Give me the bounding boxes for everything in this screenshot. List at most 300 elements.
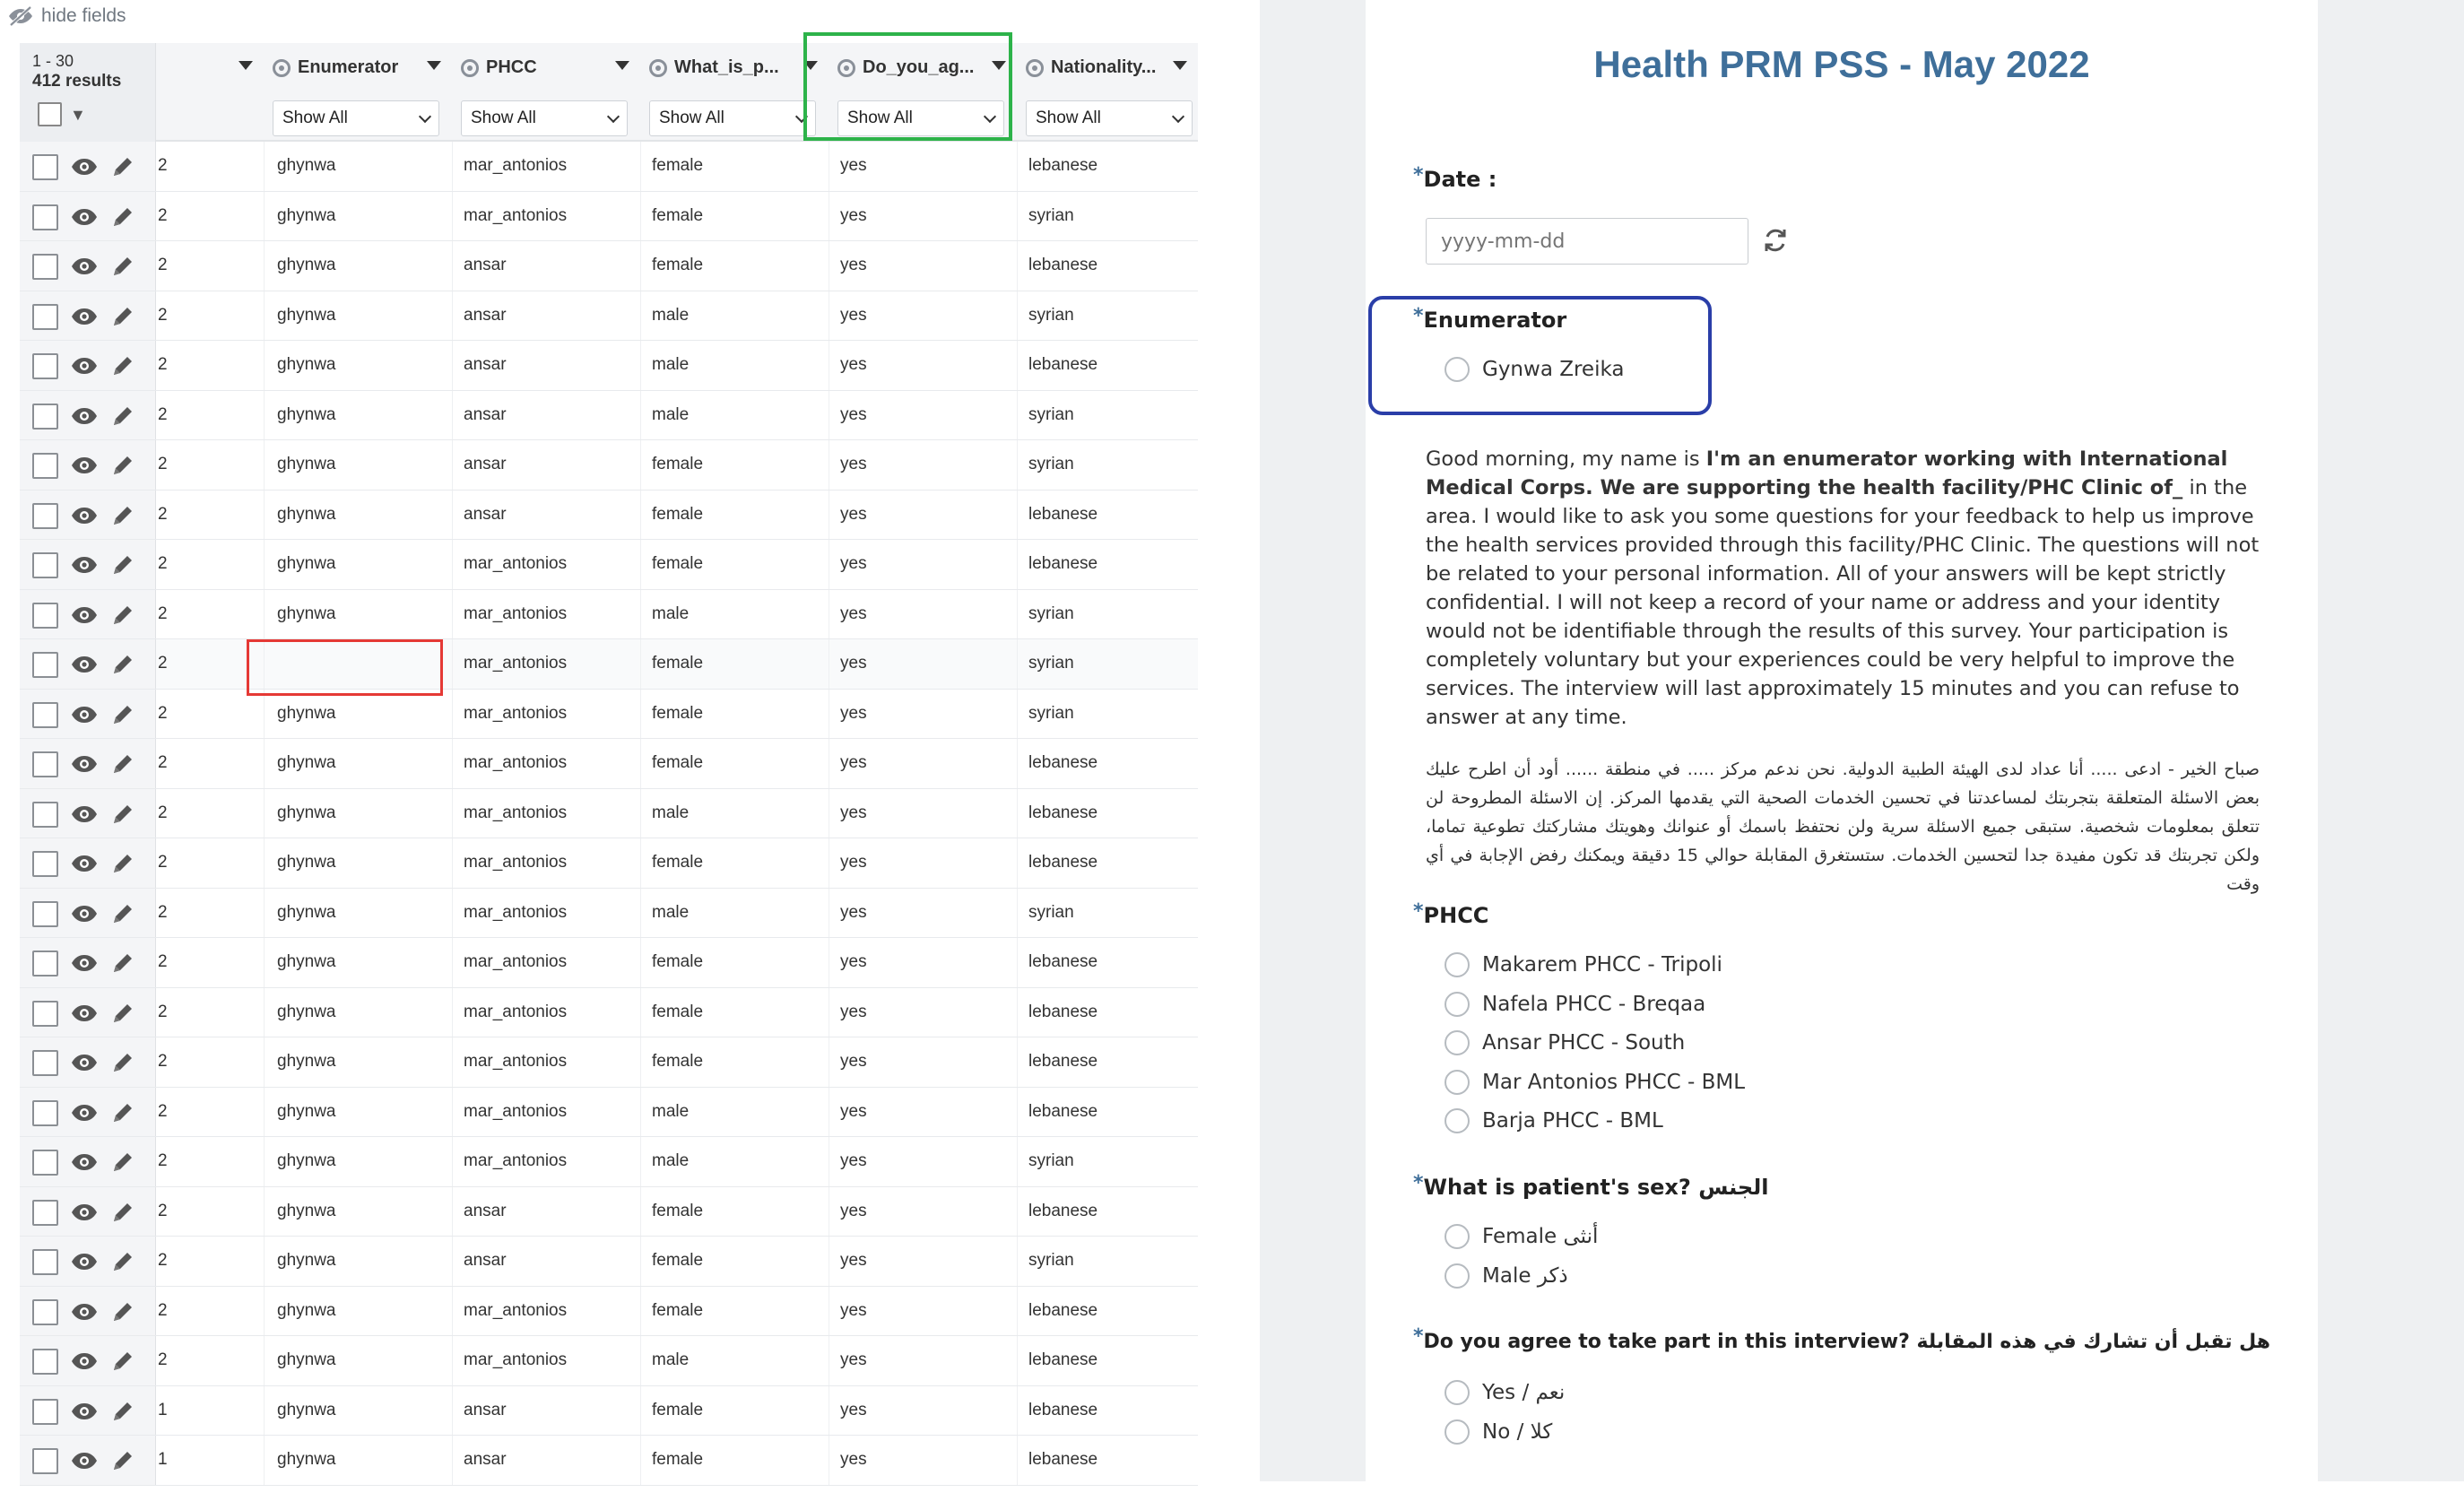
table-row[interactable] <box>20 639 1198 690</box>
cell-do-you-agree: yes <box>829 241 1017 291</box>
table-row[interactable] <box>20 142 1198 192</box>
cell-patient-sex: male <box>640 1336 829 1385</box>
radio-button[interactable] <box>1445 1263 1470 1289</box>
cell-partial: 2 <box>158 603 168 623</box>
column-filter-select[interactable]: Show All <box>837 100 1004 136</box>
cell-phcc: ansar <box>452 1436 640 1485</box>
cell-partial: 2 <box>158 404 168 424</box>
cell-nationality: syrian <box>1017 639 1198 689</box>
cell-phcc: mar_antonios <box>452 988 640 1037</box>
column-header-phcc[interactable] <box>452 43 640 142</box>
sex-option[interactable]: Female أنثى <box>1445 1224 1598 1249</box>
edit-pencil-icon[interactable] <box>110 1200 135 1225</box>
cell-enumerator: ghynwa <box>264 1187 452 1237</box>
row-checkbox[interactable] <box>32 1349 58 1375</box>
question-enumerator-label: *Enumerator <box>1413 305 1567 333</box>
cell-partial: 2 <box>158 853 168 872</box>
cell-partial: 2 <box>158 952 168 972</box>
edit-pencil-icon[interactable] <box>110 304 135 329</box>
column-header-nationality[interactable] <box>1017 43 1198 142</box>
table-row[interactable] <box>20 391 1198 441</box>
cell-partial: 2 <box>158 455 168 474</box>
enumerator-option[interactable]: Gynwa Zreika <box>1445 357 1624 382</box>
row-checkbox[interactable] <box>32 453 58 479</box>
cell-do-you-agree: yes <box>829 291 1017 341</box>
frozen-header <box>20 43 156 142</box>
cell-enumerator: ghynwa <box>264 142 452 191</box>
view-eye-icon[interactable] <box>71 855 98 872</box>
row-actions <box>20 1287 156 1336</box>
table-row[interactable] <box>20 440 1198 490</box>
cell-phcc: ansar <box>452 1187 640 1237</box>
edit-pencil-icon[interactable] <box>110 751 135 777</box>
column-menu-caret[interactable] <box>239 61 253 70</box>
cell-phcc: mar_antonios <box>452 1088 640 1137</box>
edit-pencil-icon[interactable] <box>110 404 135 429</box>
edit-pencil-icon[interactable] <box>110 901 135 926</box>
table-row[interactable] <box>20 1037 1198 1088</box>
edit-pencil-icon[interactable] <box>110 254 135 279</box>
column-menu-caret[interactable] <box>1173 61 1187 70</box>
edit-pencil-icon[interactable] <box>110 603 135 628</box>
table-row[interactable] <box>20 241 1198 291</box>
edit-pencil-icon[interactable] <box>110 204 135 230</box>
table-row[interactable] <box>20 838 1198 889</box>
cell-partial: 2 <box>158 803 168 822</box>
edit-pencil-icon[interactable] <box>110 702 135 727</box>
cell-patient-sex: male <box>640 341 829 390</box>
cell-enumerator: ghynwa <box>264 1088 452 1137</box>
table-row[interactable] <box>20 988 1198 1038</box>
chevron-down-icon <box>795 110 808 123</box>
row-checkbox[interactable] <box>32 702 58 728</box>
date-input[interactable] <box>1426 218 1748 265</box>
column-filter-select[interactable]: Show All <box>1026 100 1193 136</box>
view-eye-icon[interactable] <box>71 308 98 326</box>
view-eye-icon[interactable] <box>71 357 98 375</box>
table-row[interactable] <box>20 590 1198 640</box>
cell-patient-sex: female <box>640 1037 829 1087</box>
radio-button[interactable] <box>1445 357 1470 382</box>
cell-phcc: mar_antonios <box>452 1137 640 1186</box>
table-row[interactable] <box>20 739 1198 789</box>
cell-phcc: ansar <box>452 241 640 291</box>
row-checkbox[interactable] <box>32 751 58 777</box>
radio-button[interactable] <box>1445 1108 1470 1133</box>
edit-pencil-icon[interactable] <box>110 851 135 876</box>
table-row[interactable] <box>20 1386 1198 1437</box>
row-checkbox[interactable] <box>32 950 58 977</box>
column-header-do-you-agree[interactable] <box>829 43 1017 142</box>
table-row[interactable] <box>20 1287 1198 1337</box>
cell-do-you-agree: yes <box>829 1037 1017 1087</box>
view-eye-icon[interactable] <box>71 1402 98 1420</box>
row-checkbox[interactable] <box>32 1399 58 1425</box>
cell-do-you-agree: yes <box>829 1088 1017 1137</box>
cell-phcc: mar_antonios <box>452 540 640 589</box>
cell-do-you-agree: yes <box>829 192 1017 241</box>
cell-do-you-agree: yes <box>829 1137 1017 1186</box>
table-row[interactable] <box>20 789 1198 839</box>
agree-option[interactable]: No / كلا <box>1445 1419 1552 1445</box>
row-actions <box>20 1336 156 1385</box>
phcc-option[interactable]: Ansar PHCC - South <box>1445 1030 1685 1055</box>
cell-patient-sex: male <box>640 889 829 938</box>
row-checkbox[interactable] <box>32 552 58 578</box>
row-checkbox[interactable] <box>32 1150 58 1176</box>
intro-text-arabic: صباح الخير - ادعى ..... أنا عداد لدى الهيئة الطبية الدولية. نحن ندعم مركز ..... في منطقة ...... أود أن اطرح عليك بعض الاسئلة المتعلقة بتجربتك لمساعدتنا في تحسين الخدمات الصحية التي يقدمها المركز. إن الاسئلة المطروحة لن تتعلق بمعلومات شخصية. ستبقى جميع الاسئلة سرية ولن نحتفظ باسمك أو عنوانك وهويتك مشاركتك تطوعية تماما، ولكن تجربتك قد تكون مفيدة جدا لتحسين الخدمات. ستستغرق المقابلة حوالي 15 دقيقة ويمكنك رفض الإجابة في أي وقت <box>1426 760 2260 894</box>
cell-enumerator: ghynwa <box>264 590 452 639</box>
row-checkbox[interactable] <box>32 1001 58 1027</box>
cell-enumerator: ghynwa <box>264 1137 452 1186</box>
agree-option[interactable]: Yes / نعم <box>1445 1380 1565 1405</box>
row-checkbox[interactable] <box>32 1249 58 1275</box>
radio-button[interactable] <box>1445 1070 1470 1095</box>
cell-phcc: mar_antonios <box>452 639 640 689</box>
column-filter-select[interactable]: Show All <box>273 100 439 136</box>
cell-patient-sex: female <box>640 639 829 689</box>
row-checkbox[interactable] <box>32 154 58 180</box>
table-row[interactable] <box>20 889 1198 939</box>
edit-pencil-icon[interactable] <box>110 652 135 677</box>
view-eye-icon[interactable] <box>71 1004 98 1022</box>
view-eye-icon[interactable] <box>71 706 98 724</box>
row-actions <box>20 490 156 540</box>
column-menu-caret[interactable] <box>992 61 1006 70</box>
cell-nationality: lebanese <box>1017 838 1198 888</box>
cell-phcc: mar_antonios <box>452 938 640 987</box>
cell-patient-sex: female <box>640 192 829 241</box>
cell-partial: 2 <box>158 355 168 375</box>
cell-partial: 2 <box>158 1052 168 1072</box>
radio-button[interactable] <box>1445 952 1470 977</box>
radio-button[interactable] <box>1445 992 1470 1017</box>
view-eye-icon[interactable] <box>71 407 98 425</box>
edit-pencil-icon[interactable] <box>110 503 135 528</box>
cell-enumerator: ghynwa <box>264 739 452 788</box>
cell-phcc: mar_antonios <box>452 889 640 938</box>
row-actions <box>20 241 156 291</box>
cell-phcc: mar_antonios <box>452 789 640 838</box>
row-checkbox[interactable] <box>32 603 58 629</box>
radio-button[interactable] <box>1445 1419 1470 1445</box>
select-all-checkbox[interactable] <box>38 102 62 126</box>
question-phcc-label: *PHCC <box>1413 900 1489 928</box>
cell-phcc: mar_antonios <box>452 590 640 639</box>
row-actions <box>20 938 156 987</box>
phcc-option[interactable]: Mar Antonios PHCC - BML <box>1445 1070 1745 1095</box>
column-title: Nationality... <box>1051 57 1157 77</box>
table-row[interactable] <box>20 1187 1198 1237</box>
cell-nationality: syrian <box>1017 690 1198 739</box>
cell-phcc: mar_antonios <box>452 1037 640 1087</box>
cell-nationality: syrian <box>1017 192 1198 241</box>
cell-do-you-agree: yes <box>829 938 1017 987</box>
question-agree-label: *Do you agree to take part in this interview? هل تقبل أن تشارك في هذه المقابلة <box>1413 1325 2270 1353</box>
table-row[interactable] <box>20 1137 1198 1187</box>
view-eye-icon[interactable] <box>71 606 98 624</box>
cell-partial: 2 <box>158 554 168 574</box>
cell-enumerator: ghynwa <box>264 1037 452 1087</box>
edit-pencil-icon[interactable] <box>110 453 135 478</box>
cell-partial: 2 <box>158 504 168 524</box>
table-row[interactable] <box>20 690 1198 740</box>
column-menu-caret[interactable] <box>803 61 818 70</box>
edit-pencil-icon[interactable] <box>110 802 135 827</box>
table-row[interactable] <box>20 1436 1198 1486</box>
cell-do-you-agree: yes <box>829 889 1017 938</box>
cell-partial: 2 <box>158 1251 168 1271</box>
cell-do-you-agree: yes <box>829 1287 1017 1336</box>
cell-patient-sex: female <box>640 440 829 490</box>
edit-pencil-icon[interactable] <box>110 1399 135 1424</box>
row-checkbox[interactable] <box>32 404 58 430</box>
row-actions <box>20 1436 156 1485</box>
view-eye-icon[interactable] <box>71 208 98 226</box>
row-actions <box>20 739 156 788</box>
cell-nationality: lebanese <box>1017 490 1198 540</box>
cell-patient-sex: female <box>640 241 829 291</box>
view-eye-icon[interactable] <box>71 1203 98 1221</box>
row-checkbox[interactable] <box>32 503 58 529</box>
result-count: 412 results <box>32 72 122 91</box>
row-actions <box>20 1137 156 1186</box>
cell-enumerator: ghynwa <box>264 1386 452 1436</box>
cell-nationality: lebanese <box>1017 739 1198 788</box>
row-checkbox[interactable] <box>32 204 58 230</box>
column-header-what-is-patient-sex[interactable] <box>640 43 829 142</box>
view-eye-icon[interactable] <box>71 158 98 176</box>
hide-fields-button[interactable] <box>7 4 126 29</box>
cell-partial: 2 <box>158 753 168 773</box>
row-checkbox[interactable] <box>32 901 58 927</box>
view-eye-icon[interactable] <box>71 1253 98 1271</box>
view-eye-icon[interactable] <box>71 655 98 673</box>
refresh-icon[interactable] <box>1762 227 1789 254</box>
cell-patient-sex: female <box>640 690 829 739</box>
cell-enumerator: ghynwa <box>264 241 452 291</box>
cell-enumerator: ghynwa <box>264 490 452 540</box>
intro-text-english: Good morning, my name is I'm an enumerator working with International Medical Corps. We are supporting the health facility/PHC Clinic of_ in the area. I would like to ask you some questions for your feedback to help us improve the health services provided through this facility/PHC Clinic. The questions will not be related to your personal information. All of your answers will be kept strictly confidential. I will not keep a record of your name or address and your identity would not be identifiable through the results of this survey. Your participation is completely voluntary but your experiences could be very helpful to improve the services. The interview will last approximately 15 minutes and you can refuse to answer at any time. <box>1426 447 2260 729</box>
view-eye-icon[interactable] <box>71 905 98 923</box>
cell-nationality: lebanese <box>1017 1336 1198 1385</box>
cell-nationality: lebanese <box>1017 540 1198 589</box>
table-row[interactable] <box>20 1237 1198 1287</box>
cell-phcc: ansar <box>452 1237 640 1286</box>
column-menu-caret[interactable] <box>427 61 441 70</box>
view-eye-icon[interactable] <box>71 1303 98 1321</box>
cell-do-you-agree: yes <box>829 639 1017 689</box>
phcc-option[interactable]: Makarem PHCC - Tripoli <box>1445 952 1722 977</box>
edit-pencil-icon[interactable] <box>110 353 135 378</box>
row-checkbox[interactable] <box>32 254 58 280</box>
cell-nationality: syrian <box>1017 391 1198 440</box>
cell-do-you-agree: yes <box>829 739 1017 788</box>
view-eye-icon[interactable] <box>71 456 98 474</box>
form-title: Health PRM PSS - May 2022 <box>1593 43 2090 85</box>
column-filter-select[interactable]: Show All <box>649 100 816 136</box>
row-checkbox[interactable] <box>32 353 58 379</box>
view-eye-icon[interactable] <box>71 556 98 574</box>
cell-patient-sex: female <box>640 988 829 1037</box>
table-row[interactable] <box>20 192 1198 242</box>
table-row[interactable] <box>20 540 1198 590</box>
view-eye-icon[interactable] <box>71 954 98 972</box>
cell-nationality: syrian <box>1017 291 1198 341</box>
cell-patient-sex: male <box>640 291 829 341</box>
row-checkbox[interactable] <box>32 1050 58 1076</box>
table-header <box>20 43 1198 142</box>
cell-patient-sex: female <box>640 838 829 888</box>
edit-pencil-icon[interactable] <box>110 950 135 976</box>
row-actions <box>20 838 156 888</box>
sex-option[interactable]: Male ذكر <box>1445 1263 1568 1289</box>
column-header-partial <box>156 43 264 142</box>
cell-phcc: ansar <box>452 490 640 540</box>
cell-do-you-agree: yes <box>829 838 1017 888</box>
row-checkbox[interactable] <box>32 652 58 678</box>
cell-do-you-agree: yes <box>829 988 1017 1037</box>
chevron-down-icon <box>419 110 431 123</box>
question-date-label: *Date : <box>1413 164 1497 192</box>
edit-pencil-icon[interactable] <box>110 1299 135 1324</box>
row-actions <box>20 192 156 241</box>
cell-partial: 2 <box>158 1350 168 1370</box>
table-row[interactable] <box>20 1088 1198 1138</box>
cell-do-you-agree: yes <box>829 1436 1017 1485</box>
cell-partial: 2 <box>158 902 168 922</box>
cell-phcc: ansar <box>452 1386 640 1436</box>
table-row[interactable] <box>20 490 1198 541</box>
question-type-icon <box>273 59 291 77</box>
cell-patient-sex: female <box>640 1436 829 1485</box>
cell-do-you-agree: yes <box>829 1187 1017 1237</box>
phcc-option[interactable]: Barja PHCC - BML <box>1445 1108 1663 1133</box>
cell-enumerator: ghynwa <box>264 1237 452 1286</box>
view-eye-icon[interactable] <box>71 257 98 275</box>
edit-pencil-icon[interactable] <box>110 1150 135 1175</box>
cell-enumerator: ghynwa <box>264 291 452 341</box>
cell-nationality: syrian <box>1017 1137 1198 1186</box>
cell-patient-sex: male <box>640 1088 829 1137</box>
column-header-enumerator[interactable] <box>264 43 452 142</box>
row-checkbox[interactable] <box>32 802 58 828</box>
edit-pencil-icon[interactable] <box>110 1001 135 1026</box>
cell-patient-sex: female <box>640 490 829 540</box>
row-checkbox[interactable] <box>32 1100 58 1126</box>
cell-phcc: mar_antonios <box>452 192 640 241</box>
question-type-icon <box>1026 59 1044 77</box>
cell-phcc: ansar <box>452 341 640 390</box>
cell-partial: 2 <box>158 156 168 176</box>
radio-button[interactable] <box>1445 1030 1470 1055</box>
table-row[interactable] <box>20 1336 1198 1386</box>
hide-fields-label: hide fields <box>41 5 126 26</box>
cell-phcc: mar_antonios <box>452 739 640 788</box>
radio-button[interactable] <box>1445 1224 1470 1249</box>
edit-pencil-icon[interactable] <box>110 154 135 179</box>
edit-pencil-icon[interactable] <box>110 1349 135 1374</box>
cell-enumerator: ghynwa <box>264 988 452 1037</box>
edit-pencil-icon[interactable] <box>110 1249 135 1274</box>
chevron-down-icon <box>984 110 996 123</box>
cell-partial: 2 <box>158 256 168 275</box>
cell-enumerator: ghynwa <box>264 838 452 888</box>
cell-do-you-agree: yes <box>829 490 1017 540</box>
row-actions <box>20 590 156 639</box>
cell-nationality: lebanese <box>1017 1088 1198 1137</box>
row-actions <box>20 391 156 440</box>
view-eye-icon[interactable] <box>71 805 98 823</box>
cell-phcc: ansar <box>452 291 640 341</box>
view-eye-icon[interactable] <box>71 507 98 525</box>
row-checkbox[interactable] <box>32 1299 58 1325</box>
row-actions <box>20 1237 156 1286</box>
cell-partial: 2 <box>158 1002 168 1021</box>
table-row[interactable] <box>20 291 1198 342</box>
row-actions <box>20 440 156 490</box>
cell-partial: 1 <box>158 1450 168 1470</box>
chevron-down-icon <box>1172 110 1184 123</box>
cell-patient-sex: female <box>640 1237 829 1286</box>
cell-partial: 1 <box>158 1400 168 1419</box>
column-menu-caret[interactable] <box>615 61 629 70</box>
edit-pencil-icon[interactable] <box>110 1050 135 1075</box>
row-actions <box>20 639 156 689</box>
view-eye-icon[interactable] <box>71 1054 98 1072</box>
phcc-option[interactable]: Nafela PHCC - Breqaa <box>1445 992 1705 1017</box>
cell-do-you-agree: yes <box>829 142 1017 191</box>
column-filter-select[interactable]: Show All <box>461 100 628 136</box>
cell-enumerator: ghynwa <box>264 1336 452 1385</box>
cell-nationality: lebanese <box>1017 1187 1198 1237</box>
view-eye-icon[interactable] <box>71 1153 98 1171</box>
cell-do-you-agree: yes <box>829 540 1017 589</box>
row-checkbox[interactable] <box>32 851 58 877</box>
cell-do-you-agree: yes <box>829 1336 1017 1385</box>
cell-enumerator: ghynwa <box>264 889 452 938</box>
edit-pencil-icon[interactable] <box>110 1100 135 1125</box>
select-all-menu-caret[interactable]: ▼ <box>70 106 86 124</box>
row-checkbox[interactable] <box>32 1200 58 1226</box>
table-row[interactable] <box>20 938 1198 988</box>
cell-nationality: lebanese <box>1017 341 1198 390</box>
cell-do-you-agree: yes <box>829 341 1017 390</box>
view-eye-icon[interactable] <box>71 1104 98 1122</box>
cell-nationality: lebanese <box>1017 938 1198 987</box>
cell-phcc: mar_antonios <box>452 690 640 739</box>
cell-enumerator: ghynwa <box>264 1436 452 1485</box>
row-actions <box>20 1386 156 1436</box>
row-checkbox[interactable] <box>32 304 58 330</box>
cell-do-you-agree: yes <box>829 789 1017 838</box>
radio-button[interactable] <box>1445 1380 1470 1405</box>
question-sex-label: *What is patient's sex? الجنس <box>1413 1172 1769 1200</box>
cell-enumerator: ghynwa <box>264 341 452 390</box>
view-eye-icon[interactable] <box>71 1352 98 1370</box>
table-row[interactable] <box>20 341 1198 391</box>
question-type-icon <box>461 59 479 77</box>
cell-phcc: ansar <box>452 391 640 440</box>
cell-nationality: lebanese <box>1017 1037 1198 1087</box>
edit-pencil-icon[interactable] <box>110 1448 135 1473</box>
row-checkbox[interactable] <box>32 1448 58 1474</box>
cell-do-you-agree: yes <box>829 1237 1017 1286</box>
edit-pencil-icon[interactable] <box>110 552 135 577</box>
cell-partial: 2 <box>158 1201 168 1220</box>
view-eye-icon[interactable] <box>71 1452 98 1470</box>
view-eye-icon[interactable] <box>71 755 98 773</box>
